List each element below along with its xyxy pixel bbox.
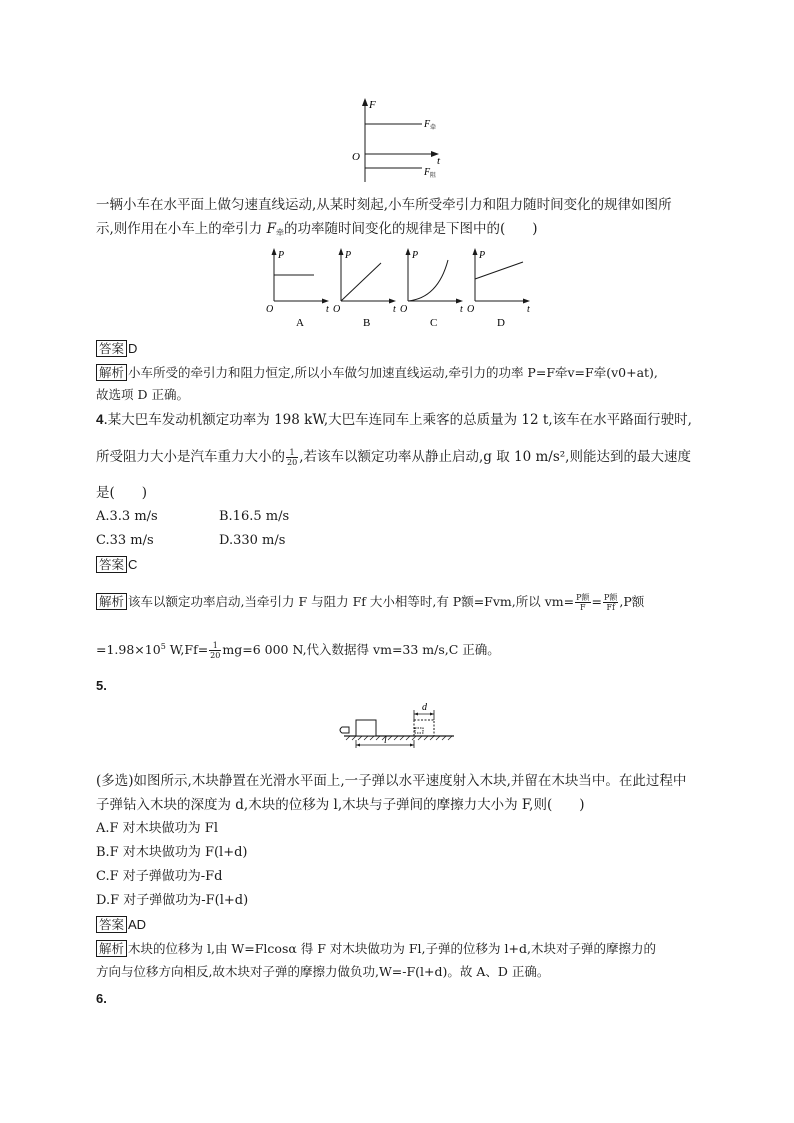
q4-analysis-line1: 解析 该车以额定功率启动,当牵引力 F 与阻力 Ff 大小相等时,有 P额=Fvm,所以 vm= $\frac{\text{P额}}{F}$ = $\frac{\text{P额}}{Ff}$ ,P额	[96, 593, 644, 612]
svg-text:O: O	[333, 304, 341, 315]
answer-tag: 答案	[96, 556, 127, 573]
graph-c-label: C	[430, 317, 438, 329]
q5-analysis-line2: 方向与位移方向相反,故木块对子弹的摩擦力做负功,W=-F(l+d)。故 A、D 正确。	[96, 964, 550, 979]
svg-text:t: t	[527, 304, 530, 315]
svg-text:t: t	[393, 304, 396, 315]
q4-stem-line3: 是( )	[96, 485, 148, 501]
q5-option-c: C.F 对子弹做功为-Fd	[96, 869, 223, 884]
answer-tag: 答案	[96, 916, 127, 933]
q4-stem-line2: 所受阻力大小是汽车重力大小的 $\frac{1}{20}$ ,若该车以额定功率从静止启动,g 取 10 m/s²,则能达到的最大速度	[96, 448, 691, 467]
analysis-tag: 解析	[96, 940, 127, 957]
svg-text:t: t	[460, 304, 463, 315]
q5-answer: 答案 AD	[96, 916, 146, 935]
q5-analysis-line1: 解析 木块的位移为 l,由 W=Flcosα 得 F 对木块做功为 Fl,子弹的位移为 l+d,木块对子弹的摩擦力的	[96, 940, 656, 958]
analysis-tag: 解析	[96, 593, 127, 610]
graph-d	[467, 248, 530, 329]
q5-stem-line1: (多选)如图所示,木块静置在光滑水平面上,一子弹以水平速度射入木块,并留在木块当中。在此过程中	[96, 773, 687, 789]
svg-text:P: P	[479, 250, 486, 261]
graph-b-label: B	[363, 317, 371, 329]
q4-stem-line1: 4.某大巴车发动机额定功率为 198 kW,大巴车连同车上乘客的总质量为 12 t,该车在水平路面行驶时,	[96, 412, 692, 428]
analysis-tag: 解析	[96, 364, 127, 381]
q3-answer: 答案 D	[96, 340, 137, 359]
svg-text:t: t	[326, 304, 329, 315]
q4-answer: 答案 C	[96, 556, 137, 575]
q6-number: 6.	[96, 991, 107, 1006]
q3-stem-line2: 示,则作用在小车上的牵引力 $F_牵$的功率随时间变化的规律是下图中的( )	[96, 221, 538, 237]
q5-stem-line2: 子弹钻入木块的深度为 d,木块的位移为 l,木块与子弹间的摩擦力大小为 F,则( )	[96, 797, 585, 813]
q4-option-b: B.16.5 m/s	[219, 509, 290, 524]
bullet-shape	[340, 727, 349, 733]
q4-option-d: D.330 m/s	[219, 533, 286, 548]
svg-text:O: O	[400, 304, 408, 315]
q3-stem-line1: 一辆小车在水平面上做匀速直线运动,从某时刻起,小车所受牵引力和阻力随时间变化的规律如图所	[96, 197, 672, 213]
q3-analysis-line2: 故选项 D 正确。	[96, 387, 189, 402]
f-qian-label: F	[424, 119, 431, 130]
q5-option-a: A.F 对木块做功为 Fl	[96, 821, 218, 836]
f-zu-label: F	[424, 167, 431, 178]
q5-option-b: B.F 对木块做功为 F(l+d)	[96, 845, 248, 860]
svg-text:P: P	[345, 250, 352, 261]
svg-text:P: P	[278, 250, 285, 261]
graph-a	[266, 248, 329, 329]
q5-option-d: D.F 对子弹做功为-F(l+d)	[96, 893, 249, 908]
fig-l-label: l	[384, 735, 387, 746]
bullet-block-figure	[336, 702, 466, 752]
block-initial	[356, 720, 376, 736]
f-qian-sub: 牵	[430, 125, 437, 131]
svg-text:P: P	[412, 250, 419, 261]
force-time-figure	[345, 96, 455, 186]
graph-c	[400, 248, 463, 329]
axis-f-label: F	[369, 99, 376, 111]
f-zu-sub: 阻	[430, 173, 437, 179]
block-final	[414, 720, 434, 736]
svg-text:O: O	[266, 304, 274, 315]
axis-t-label: t	[437, 155, 441, 167]
graph-d-label: D	[497, 317, 505, 329]
svg-text:O: O	[467, 304, 475, 315]
origin-label: O	[352, 151, 360, 163]
graph-b	[333, 248, 396, 329]
graph-a-label: A	[296, 317, 304, 329]
answer-tag: 答案	[96, 340, 127, 357]
q3-analysis-line1: 解析 小车所受的牵引力和阻力恒定,所以小车做匀加速直线运动,牵引力的功率 P=F牵v=F牵(v0+at),	[96, 364, 658, 382]
fig-d-label: d	[422, 702, 427, 713]
q4-analysis-line2: $=1.98\times 10^5$ W,Ff= $\frac{1}{20}$ mg=6 000 N,代入数据得 vm=33 m/s,C 正确。	[96, 641, 500, 660]
power-time-graphs	[264, 246, 544, 332]
q4-option-c: C.33 m/s	[96, 533, 154, 548]
q4-option-a: A.3.3 m/s	[96, 509, 158, 524]
q5-number: 5.	[96, 678, 107, 693]
